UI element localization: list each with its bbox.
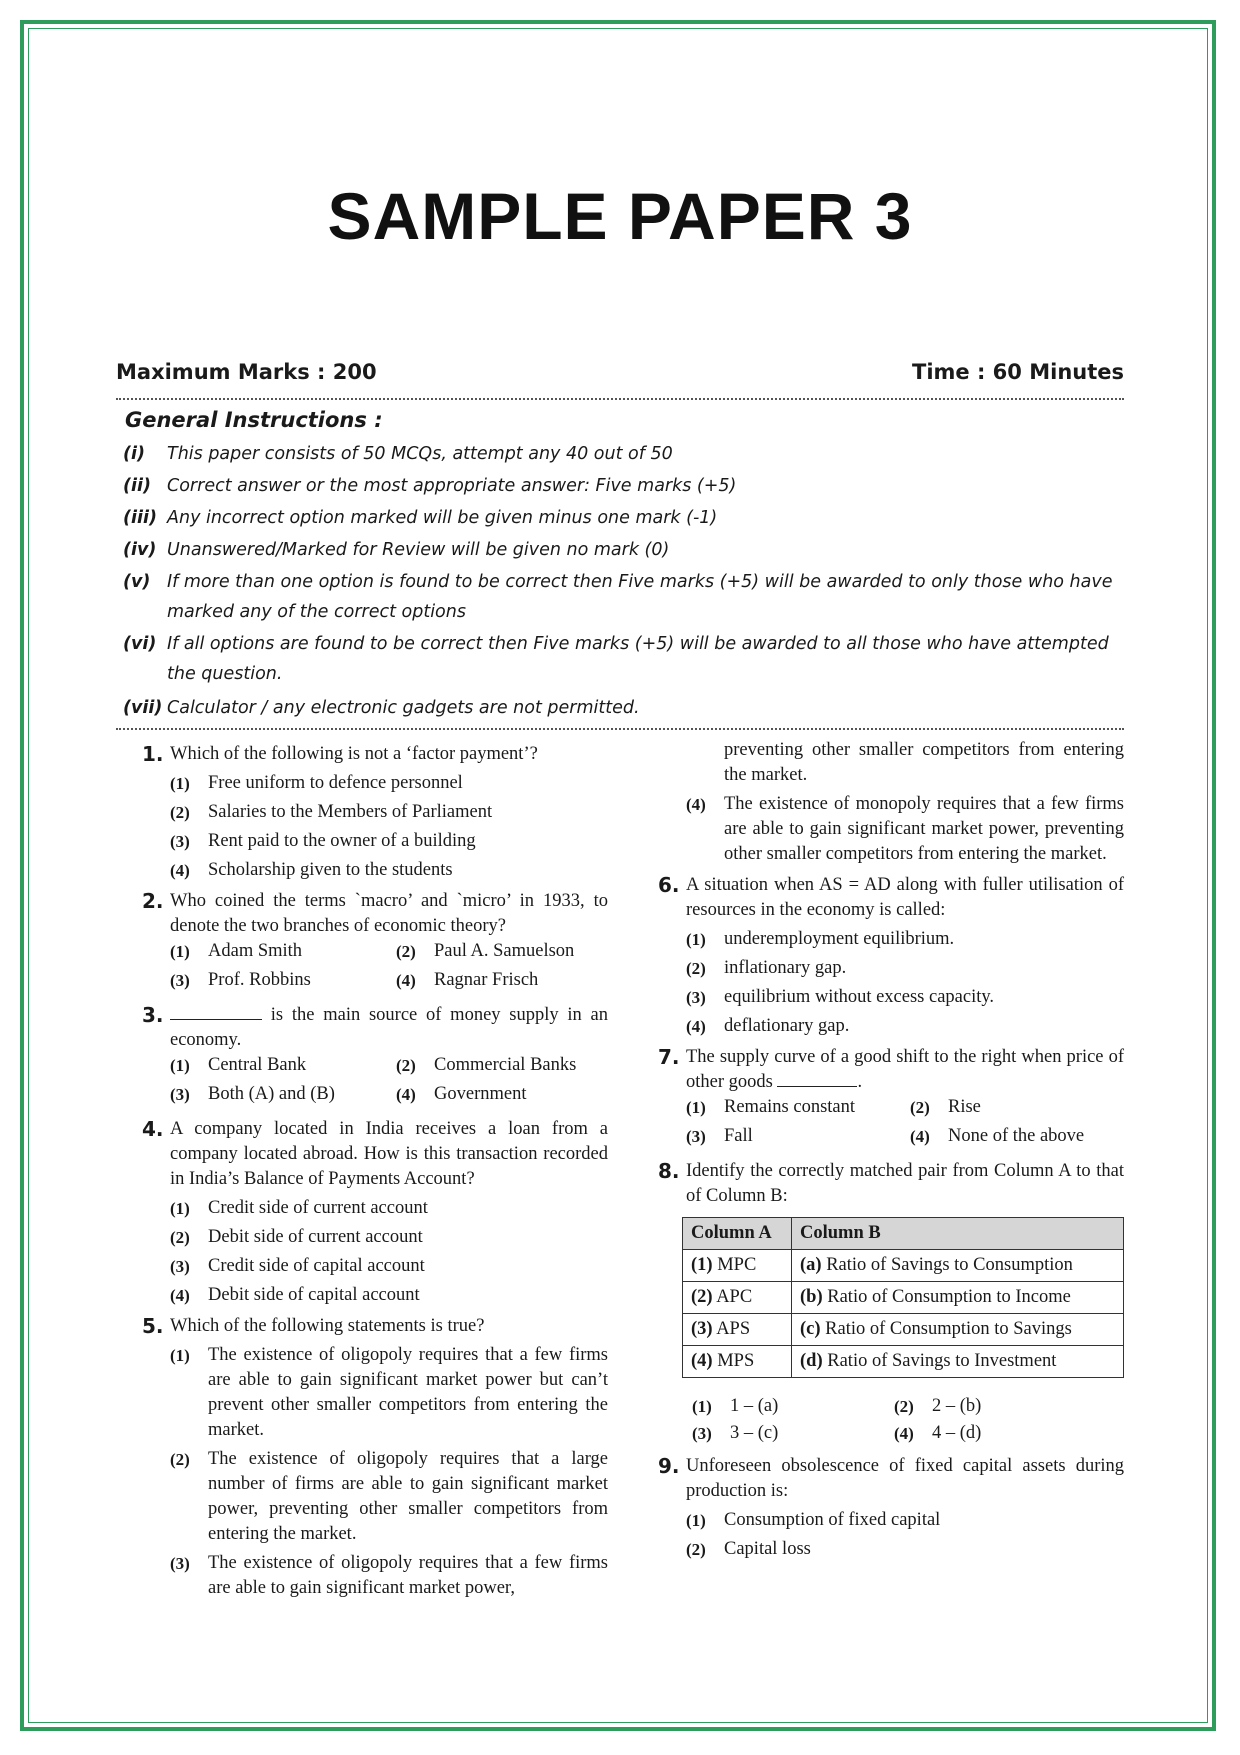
option-text: 4 – (d) — [932, 1423, 982, 1443]
option — [658, 985, 1124, 1010]
option-num: (3) — [170, 1257, 190, 1276]
questions-left-column — [142, 742, 608, 1601]
option-text: Consumption of fixed capital — [724, 1510, 941, 1530]
option — [142, 1551, 608, 1601]
paper-title: SAMPLE PAPER 3 — [327, 179, 913, 253]
question-7: 7. The supply curve of a good shift to the right when price of other goods . — [658, 1045, 1124, 1092]
option — [658, 1508, 1124, 1533]
option-text: Salaries to the Members of Parliament — [208, 802, 493, 822]
question-number: 5. — [142, 1314, 164, 1338]
instruction-text: Calculator / any electronic gadgets are not permitted. — [167, 698, 640, 718]
option-text: The existence of monopoly requires that a few firms are able to gain significant market power, preventing other smaller competitors from entering the market. — [724, 794, 1124, 864]
option-text: Prof. Robbins — [208, 970, 311, 990]
cell-text: APC — [716, 1287, 753, 1307]
option-text: Commercial Banks — [434, 1055, 577, 1075]
instruction-num: (iv) — [123, 540, 157, 560]
option-num: (3) — [686, 988, 706, 1007]
cell-num: (d) — [800, 1351, 823, 1371]
instruction-text: Any incorrect option marked will be given minus one mark (-1) — [167, 508, 718, 528]
question-9 — [658, 1454, 1124, 1504]
question-5 — [142, 1314, 608, 1339]
answer-options-grid — [658, 1394, 1124, 1448]
option-text: 2 – (b) — [932, 1396, 982, 1416]
instruction-item — [123, 503, 1123, 533]
option-num: (1) — [686, 930, 706, 949]
question-8 — [658, 1159, 1124, 1209]
fill-in-blank — [777, 1070, 857, 1087]
option-num: (4) — [396, 1085, 416, 1104]
option-row — [142, 1082, 608, 1111]
cell-text: MPS — [717, 1351, 755, 1371]
instruction-text: Correct answer or the most appropriate answer: Five marks (+5) — [167, 476, 737, 496]
option-num: (3) — [692, 1424, 712, 1443]
instruction-num: (iii) — [123, 508, 157, 528]
instruction-item — [123, 629, 1123, 689]
option — [658, 1014, 1124, 1039]
instruction-num: (v) — [123, 572, 151, 592]
instruction-item — [123, 471, 1123, 501]
option-num: (1) — [686, 1098, 706, 1117]
option-text: Fall — [724, 1126, 753, 1146]
instruction-item — [123, 693, 1123, 723]
paper-meta — [116, 360, 1124, 384]
option-text: Free uniform to defence personnel — [208, 773, 463, 793]
question-6 — [658, 873, 1124, 923]
instruction-text: If more than one option is found to be correct then Five marks (+5) will be awarded to only those who have marked any of the correct options — [167, 572, 1113, 622]
column-a-header: Column A — [683, 1218, 792, 1250]
cell-text: APS — [716, 1319, 751, 1339]
option-text: inflationary gap. — [724, 958, 847, 978]
option-num: (3) — [170, 971, 190, 990]
option-text: Scholarship given to the students — [208, 860, 453, 880]
option-text: The existence of oligopoly requires that a few firms are able to gain significant market power, — [208, 1553, 608, 1598]
question-4 — [142, 1117, 608, 1192]
option-num: (1) — [170, 1199, 190, 1218]
cell-text: Ratio of Consumption to Savings — [825, 1319, 1072, 1339]
question-number: 2. — [142, 889, 164, 913]
option-text: Rent paid to the owner of a building — [208, 831, 476, 851]
cell-text: Ratio of Savings to Consumption — [826, 1255, 1073, 1275]
question-number: 3. — [142, 1003, 164, 1027]
questions-right-column — [658, 738, 1124, 1562]
column-b-header: Column B — [792, 1218, 1124, 1250]
option — [142, 1343, 608, 1443]
question-number: 1. — [142, 742, 164, 766]
option-num: (3) — [686, 1127, 706, 1146]
option-text: preventing other smaller competitors from entering the market. — [724, 740, 1124, 785]
cell-text: Ratio of Savings to Investment — [827, 1351, 1057, 1371]
divider-top — [116, 398, 1124, 400]
option-num: (3) — [170, 832, 190, 851]
option-num: (2) — [396, 1056, 416, 1075]
option-row — [658, 1124, 1124, 1153]
option-text: deflationary gap. — [724, 1016, 850, 1036]
option — [142, 1447, 608, 1547]
cell-num: (2) — [691, 1287, 713, 1307]
option-text: equilibrium without excess capacity. — [724, 987, 995, 1007]
option — [142, 829, 608, 854]
cell-num: (c) — [800, 1319, 821, 1339]
question-3 — [142, 1003, 608, 1053]
option-num: (4) — [170, 861, 190, 880]
option — [658, 956, 1124, 981]
option-row — [142, 968, 608, 997]
option-text: Remains constant — [724, 1097, 856, 1117]
option — [142, 858, 608, 883]
time-limit: Time : 60 Minutes — [912, 360, 1124, 384]
option-text: Both (A) and (B) — [208, 1084, 335, 1104]
question-text: Who coined the terms `macro’ and `micro’ in 1933, to denote the two branches of economic theory? — [170, 891, 608, 936]
option-text: Capital loss — [724, 1539, 811, 1559]
cell-text: MPC — [717, 1255, 757, 1275]
question-number: 7. — [658, 1045, 680, 1069]
option-num: (2) — [894, 1397, 914, 1416]
question-number: 9. — [658, 1454, 680, 1478]
instruction-num: (vii) — [123, 698, 163, 718]
option-num: (1) — [686, 1511, 706, 1530]
option — [658, 792, 1124, 867]
option-num: (1) — [692, 1397, 712, 1416]
option-text: Debit side of capital account — [208, 1285, 420, 1305]
option-num: (4) — [396, 971, 416, 990]
option-text: Central Bank — [208, 1055, 307, 1075]
option-num: (2) — [170, 1450, 190, 1469]
option-num: (4) — [686, 795, 706, 814]
option-num: (3) — [170, 1085, 190, 1104]
option-text: Paul A. Samuelson — [434, 941, 575, 961]
column-b-cell — [792, 1346, 1124, 1378]
question-number: 4. — [142, 1117, 164, 1141]
question-text: Which of the following is not a ‘factor payment’? — [170, 744, 538, 764]
instruction-text: If all options are found to be correct then Five marks (+5) will be awarded to all those who have attempted the question. — [167, 634, 1109, 684]
option — [658, 1537, 1124, 1562]
option-text: Debit side of current account — [208, 1227, 423, 1247]
match-table — [682, 1217, 1124, 1378]
option — [142, 1254, 608, 1279]
table-row — [683, 1250, 1124, 1282]
option — [142, 800, 608, 825]
instruction-num: (ii) — [123, 476, 151, 496]
table-row — [683, 1282, 1124, 1314]
cell-text: Ratio of Consumption to Income — [827, 1287, 1071, 1307]
option-num: (2) — [396, 942, 416, 961]
option — [142, 771, 608, 796]
option-num: (2) — [910, 1098, 930, 1117]
option — [658, 927, 1124, 952]
fill-in-blank — [170, 1003, 262, 1020]
column-a-cell — [683, 1282, 792, 1314]
question-text: A company located in India receives a loan from a company located abroad. How is this transaction recorded in India’s Balance of Payments Account? — [170, 1119, 608, 1189]
column-a-cell — [683, 1314, 792, 1346]
table-row — [683, 1314, 1124, 1346]
cell-num: (3) — [691, 1319, 713, 1339]
instruction-num: (vi) — [123, 634, 157, 654]
question-text: Unforeseen obsolescence of fixed capital assets during production is: — [686, 1456, 1124, 1501]
option-num: (4) — [170, 1286, 190, 1305]
column-b-cell — [792, 1250, 1124, 1282]
instruction-item — [123, 535, 1123, 565]
divider-bottom — [116, 728, 1124, 730]
option-row — [658, 1095, 1124, 1124]
option-num: (2) — [686, 959, 706, 978]
question-1 — [142, 742, 608, 767]
option-text: 1 – (a) — [730, 1396, 779, 1416]
option-num: (1) — [170, 1346, 190, 1365]
column-a-cell — [683, 1346, 792, 1378]
cell-num: (1) — [691, 1255, 713, 1275]
general-instructions-title: General Instructions : — [125, 408, 383, 432]
question-text: Which of the following statements is true? — [170, 1316, 485, 1336]
option-text: None of the above — [948, 1126, 1085, 1146]
cell-num: (4) — [691, 1351, 713, 1371]
option-num: (4) — [686, 1017, 706, 1036]
option-num: (4) — [910, 1127, 930, 1146]
option-num: (1) — [170, 774, 190, 793]
instruction-text: This paper consists of 50 MCQs, attempt any 40 out of 50 — [167, 444, 673, 464]
option-text: 3 – (c) — [730, 1423, 779, 1443]
option-num: (1) — [170, 1056, 190, 1075]
question-text: is the main source of money supply in an economy. — [170, 1005, 609, 1050]
column-b-cell — [792, 1282, 1124, 1314]
option-text: underemployment equilibrium. — [724, 929, 955, 949]
option-num: (2) — [170, 1228, 190, 1247]
option — [142, 1196, 608, 1221]
option-text: Rise — [948, 1097, 981, 1117]
instruction-text: Unanswered/Marked for Review will be given no mark (0) — [167, 540, 670, 560]
option-num: (1) — [170, 942, 190, 961]
option-text: The existence of oligopoly requires that a few firms are able to gain significant market power but can’t prevent other smaller competitors from entering the market. — [208, 1345, 608, 1440]
cell-num: (b) — [800, 1287, 823, 1307]
max-marks: Maximum Marks : 200 — [116, 360, 377, 384]
option-text: Ragnar Frisch — [434, 970, 539, 990]
question-text: Identify the correctly matched pair from Column A to that of Column B: — [686, 1161, 1124, 1206]
option-num: (2) — [170, 803, 190, 822]
cell-num: (a) — [800, 1255, 822, 1275]
instruction-item — [123, 567, 1123, 627]
question-text: A situation when AS = AD along with fuller utilisation of resources in the economy is called: — [686, 875, 1124, 920]
option-text: Government — [434, 1084, 527, 1104]
match-table-header — [683, 1218, 1124, 1250]
option-continuation — [658, 738, 1124, 788]
question-number: 8. — [658, 1159, 680, 1183]
option-text: Credit side of capital account — [208, 1256, 425, 1276]
option-row — [142, 1053, 608, 1082]
question-number: 6. — [658, 873, 680, 897]
instruction-item — [123, 439, 1123, 469]
option-num: (4) — [894, 1424, 914, 1443]
instruction-num: (i) — [123, 444, 145, 464]
option-num: (2) — [686, 1540, 706, 1559]
option-text: Credit side of current account — [208, 1198, 428, 1218]
column-b-cell — [792, 1314, 1124, 1346]
option-row — [142, 939, 608, 968]
option-text: The existence of oligopoly requires that a large number of firms are able to gain significant market power, preventing other smaller competitors from entering the market. — [208, 1449, 608, 1544]
option-num: (3) — [170, 1554, 190, 1573]
table-row — [683, 1346, 1124, 1378]
question-text: The supply curve of a good shift to the right when price of other goods — [686, 1047, 1124, 1092]
column-a-cell — [683, 1250, 792, 1282]
option — [142, 1225, 608, 1250]
option-text: Adam Smith — [208, 941, 303, 961]
question-2 — [142, 889, 608, 939]
option — [142, 1283, 608, 1308]
